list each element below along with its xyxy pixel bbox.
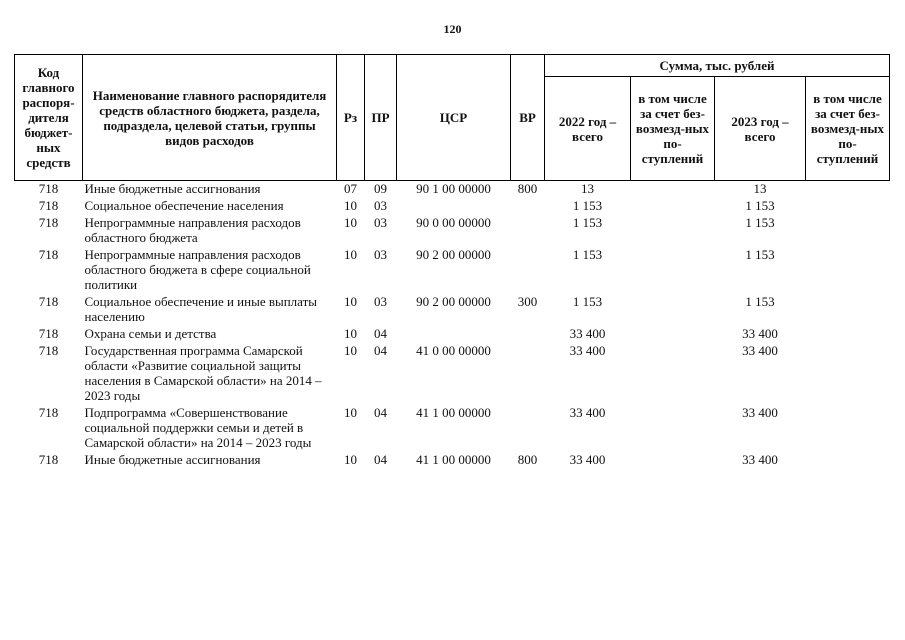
cell-name: Охрана семьи и детства xyxy=(84,326,217,341)
table-row xyxy=(15,198,890,215)
header-2022-total: 2022 год – всего xyxy=(545,77,631,181)
table-row xyxy=(15,405,890,452)
cell-2022-free xyxy=(631,294,715,326)
cell-rz: 07 xyxy=(344,181,357,196)
cell-vr xyxy=(511,215,545,247)
header-2023-free: в том числе за счет без-возмезд-ных по-ступлений xyxy=(806,77,890,181)
cell-code: 718 xyxy=(38,215,59,230)
cell-code: 718 xyxy=(38,247,59,262)
cell-vr xyxy=(511,247,545,294)
header-csr: ЦСР xyxy=(397,55,511,181)
cell-vr xyxy=(511,198,545,215)
cell-2022-total: 33 400 xyxy=(569,326,606,341)
cell-rz: 10 xyxy=(344,215,357,230)
cell-2022-free xyxy=(631,198,715,215)
table-row xyxy=(15,452,890,469)
cell-2022-total: 1 153 xyxy=(572,215,603,230)
cell-2022-free xyxy=(631,247,715,294)
cell-code: 718 xyxy=(38,405,59,420)
cell-name: Подпрограмма «Совершенствование социальной поддержки семьи и детей в Самарской области» на 2014 – 2023 годы xyxy=(84,405,312,450)
cell-2023-total: 33 400 xyxy=(742,405,778,420)
cell-code: 718 xyxy=(38,198,59,213)
cell-name: Непрограммные направления расходов областного бюджета xyxy=(84,215,301,245)
cell-2022-free xyxy=(631,452,715,469)
cell-csr xyxy=(397,326,511,343)
cell-csr: 41 0 00 00000 xyxy=(416,343,491,358)
cell-2022-free xyxy=(631,215,715,247)
cell-pr: 03 xyxy=(374,294,387,309)
cell-2022-free xyxy=(631,405,715,452)
cell-pr: 03 xyxy=(374,198,387,213)
table-body xyxy=(15,181,890,470)
cell-rz: 10 xyxy=(344,247,357,262)
header-rz: Рз xyxy=(337,55,365,181)
header-vr: ВР xyxy=(511,55,545,181)
cell-code: 718 xyxy=(38,326,59,341)
cell-2022-total: 33 400 xyxy=(569,343,606,358)
cell-pr: 03 xyxy=(374,247,387,262)
cell-vr: 800 xyxy=(517,181,538,196)
table-header xyxy=(15,55,890,181)
cell-csr: 41 1 00 00000 xyxy=(416,405,491,420)
cell-vr xyxy=(511,343,545,405)
cell-2023-total: 1 153 xyxy=(745,247,775,262)
cell-vr xyxy=(511,326,545,343)
cell-code: 718 xyxy=(38,294,59,309)
cell-2023-total: 33 400 xyxy=(742,452,778,467)
cell-2023-total: 1 153 xyxy=(745,215,775,230)
cell-rz: 10 xyxy=(344,405,357,420)
cell-name: Социальное обеспечение населения xyxy=(84,198,284,213)
cell-rz: 10 xyxy=(344,326,357,341)
cell-2023-total: 1 153 xyxy=(745,294,775,309)
header-sum: Сумма, тыс. рублей xyxy=(545,55,890,77)
cell-csr xyxy=(397,198,511,215)
header-2023-total: 2023 год – всего xyxy=(715,77,806,181)
cell-rz: 10 xyxy=(344,198,357,213)
cell-pr: 09 xyxy=(374,181,387,196)
cell-name: Социальное обеспечение и иные выплаты населению xyxy=(84,294,318,324)
cell-rz: 10 xyxy=(344,343,357,358)
cell-2023-free xyxy=(806,198,890,215)
cell-csr: 90 1 00 00000 xyxy=(416,181,491,196)
cell-rz: 10 xyxy=(344,294,357,309)
budget-table xyxy=(14,54,890,469)
cell-name: Государственная программа Самарской области «Развитие социальной защиты населения в Самарской области» на 2014 – 2023 годы xyxy=(84,343,322,403)
cell-2023-free xyxy=(806,452,890,469)
cell-pr: 04 xyxy=(374,343,387,358)
cell-csr: 90 0 00 00000 xyxy=(416,215,491,230)
cell-2022-total: 13 xyxy=(581,181,594,196)
cell-2023-free xyxy=(806,343,890,405)
cell-2023-total: 13 xyxy=(753,181,767,196)
table-row xyxy=(15,343,890,405)
table-row xyxy=(15,326,890,343)
cell-vr: 300 xyxy=(517,294,538,309)
cell-2023-free xyxy=(806,215,890,247)
cell-2022-total: 33 400 xyxy=(569,452,606,467)
cell-2023-free xyxy=(806,247,890,294)
cell-vr: 800 xyxy=(517,452,538,467)
cell-csr: 90 2 00 00000 xyxy=(416,294,491,309)
cell-2023-total: 33 400 xyxy=(742,326,778,341)
cell-2022-total: 1 153 xyxy=(572,247,603,262)
cell-code: 718 xyxy=(38,343,59,358)
cell-name: Иные бюджетные ассигнования xyxy=(84,452,261,467)
table-row xyxy=(15,247,890,294)
page-number: 120 xyxy=(443,22,462,36)
cell-rz: 10 xyxy=(344,452,357,467)
header-name: Наименование главного распорядителя средств областного бюджета, раздела, подраздела, целевой статьи, группы видов расходов xyxy=(83,55,337,181)
cell-pr: 04 xyxy=(374,326,387,341)
cell-name: Непрограммные направления расходов областного бюджета в сфере социальной политики xyxy=(84,247,311,292)
cell-2023-free xyxy=(806,181,890,199)
header-2022-free: в том числе за счет без-возмезд-ных по-ступлений xyxy=(631,77,715,181)
cell-2023-total: 33 400 xyxy=(742,343,778,358)
cell-code: 718 xyxy=(38,181,59,196)
cell-name: Иные бюджетные ассигнования xyxy=(84,181,261,196)
cell-2022-total: 1 153 xyxy=(572,198,603,213)
cell-vr xyxy=(511,405,545,452)
cell-pr: 04 xyxy=(374,405,387,420)
cell-pr: 04 xyxy=(374,452,387,467)
cell-2022-total: 1 153 xyxy=(572,294,603,309)
cell-2022-free xyxy=(631,181,715,199)
cell-csr: 90 2 00 00000 xyxy=(416,247,491,262)
cell-code: 718 xyxy=(38,452,59,467)
cell-2022-free xyxy=(631,326,715,343)
table-row xyxy=(15,181,890,199)
cell-pr: 03 xyxy=(374,215,387,230)
header-pr: ПР xyxy=(365,55,397,181)
cell-2023-free xyxy=(806,294,890,326)
cell-2023-free xyxy=(806,405,890,452)
cell-2022-total: 33 400 xyxy=(569,405,606,420)
cell-2023-free xyxy=(806,326,890,343)
header-code: Код главного распоря-дителя бюджет-ных средств xyxy=(15,55,83,181)
table-row xyxy=(15,215,890,247)
cell-2023-total: 1 153 xyxy=(745,198,775,213)
cell-csr: 41 1 00 00000 xyxy=(416,452,491,467)
table-row xyxy=(15,294,890,326)
cell-2022-free xyxy=(631,343,715,405)
